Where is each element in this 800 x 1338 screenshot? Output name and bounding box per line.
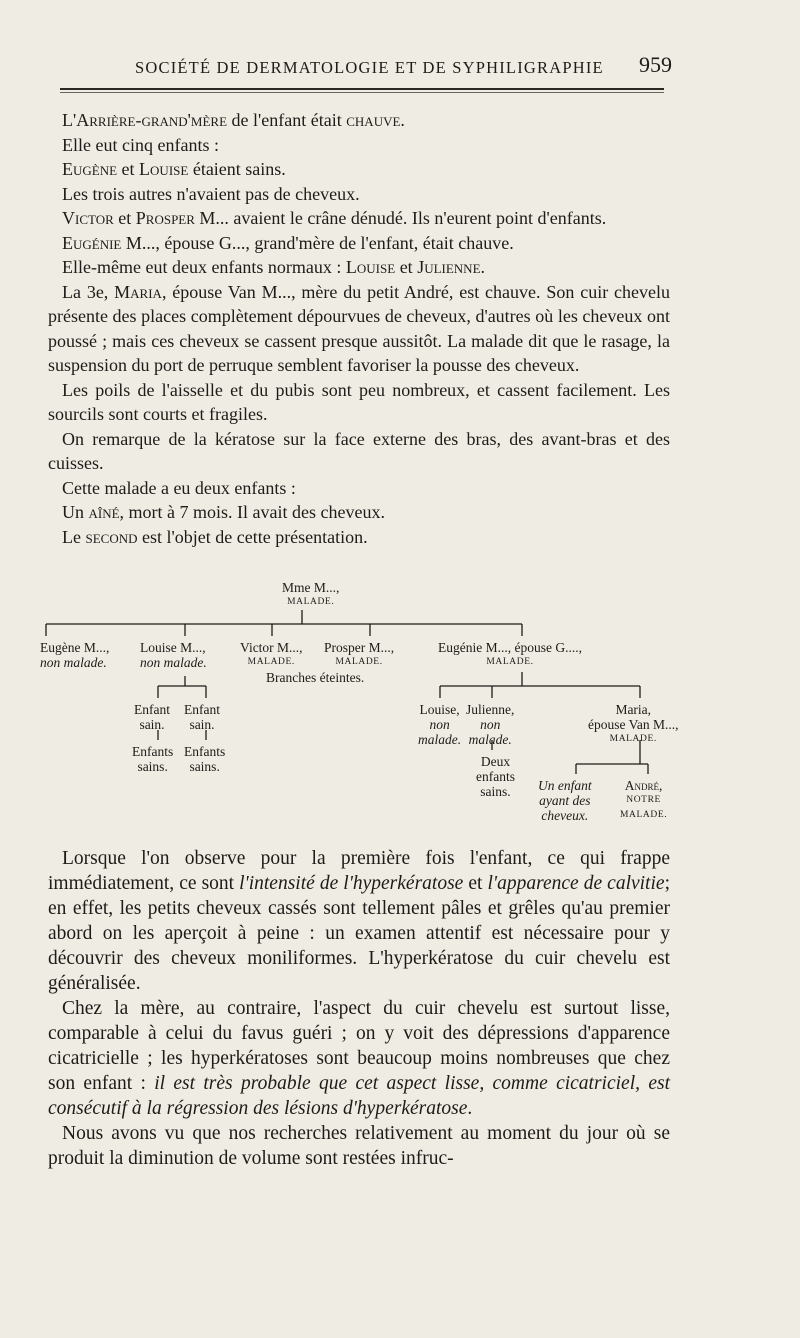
- running-head: SOCIÉTÉ DE DERMATOLOGIE ET DE SYPHILIGRAPHIE: [135, 58, 604, 77]
- text-run: Eugène: [62, 159, 118, 179]
- text-run: .: [400, 110, 405, 130]
- text-run: Julienne: [417, 257, 481, 277]
- text-run: M... avaient le crâne dénudé. Ils n'eurent point d'enfants.: [194, 208, 607, 228]
- text-run: Chez la mère, au contraire, l'aspect du cuir chevelu est surtout lisse, comparable à celui du favus guéri ; on y voit des dépressions d'apparence cicatricielle ; les hyperkératoses sont beaucoup moins nombreuses que chez son enfant :: [48, 998, 670, 1094]
- tree-node-eugene: Eugène M..., non malade.: [40, 640, 110, 670]
- tree-node-enfants-1: Enfants sains.: [132, 744, 174, 774]
- text-run: Eugénie: [62, 232, 122, 253]
- text-run: second: [85, 526, 138, 547]
- tree-node-enfant-1: Enfant sain.: [134, 702, 170, 732]
- paragraph: [48, 996, 670, 1121]
- text-run: aîné: [88, 502, 120, 522]
- header-rule-thin: [60, 92, 664, 93]
- text-run: Maria: [114, 281, 162, 302]
- text-run: .: [467, 1098, 473, 1119]
- paragraph: Nous avons vu que nos recherches relativement au moment du jour où se produit la diminution de volume sont restées infruc-: [48, 1123, 670, 1169]
- text-run: L'Arrière-grand'mère: [62, 110, 228, 130]
- text-run: , épouse Van M..., mère du petit André, est chauve. Son cuir chevelu présente des places complètement dépourvues de cheveux, d'autres où les cheveux ont poussé ; mais ces cheveux se cassent presque aussitôt. La malade dit que le rasage, la suspension du port de perruque semblent favoriser la pousse des cheveux.: [48, 281, 670, 375]
- text-run: l'intensité de l'hyperkératose: [239, 873, 464, 894]
- text-run: Louise: [345, 257, 396, 277]
- text-run: et: [117, 159, 140, 179]
- text-run: M..., épouse G..., grand'mère de l'enfant, était chauve.: [121, 232, 514, 253]
- text-run: chauve: [346, 110, 401, 130]
- tree-node-prosper: Prosper M..., MALADE.: [324, 640, 395, 667]
- tree-node-andre: André, NOTRE MALADE.: [620, 778, 668, 820]
- text-run: de l'enfant était: [227, 110, 347, 130]
- text-run: .: [480, 257, 486, 277]
- header-rule: [60, 88, 664, 90]
- tree-node-enfants-2: Enfants sains.: [184, 744, 226, 774]
- text-run: , mort à 7 mois. Il avait des cheveux.: [119, 502, 385, 522]
- text-run: Victor: [62, 208, 114, 228]
- tree-branches-label: Branches éteintes.: [266, 670, 365, 685]
- text-run: il est très probable que cet aspect lisse, comme cicatriciel, est consécutif à la régression des lésions d'hyperkératose: [48, 1073, 670, 1119]
- paragraph: Les trois autres n'avaient pas de cheveux.: [62, 183, 360, 204]
- paragraph: [48, 525, 670, 550]
- paragraph: [48, 206, 670, 231]
- paragraph: [48, 157, 670, 182]
- tree-node-deux-enfants: Deux enfants sains.: [476, 754, 515, 799]
- tree-node-louise-2: Louise, non malade.: [418, 702, 462, 747]
- text-run: et: [463, 873, 488, 894]
- tree-node-root: Mme M..., MALADE.: [282, 580, 340, 607]
- tree-node-enfant-2: Enfant sain.: [184, 702, 220, 732]
- tree-node-julienne: Julienne, non malade.: [466, 702, 515, 747]
- paragraph: Les poils de l'aisselle et du pubis sont peu nombreux, et cassent facilement. Les sourcils sont courts et fragiles.: [48, 379, 670, 424]
- text-run: Prosper: [135, 208, 195, 228]
- paragraph: [48, 280, 670, 378]
- text-run: Le: [62, 526, 86, 547]
- paragraph: On remarque de la kératose sur la face externe des bras, des avant-bras et des cuisses.: [48, 428, 670, 473]
- family-tree: [40, 572, 680, 832]
- text-run: est l'objet de cette présentation.: [137, 526, 368, 547]
- text-run: Lorsque l'on observe pour la première fois l'enfant, ce qui frappe immédiatement, ce sont: [48, 848, 670, 894]
- text-run: ; en effet, les petits cheveux cassés sont tellement pâles et grêles qu'au premier abord on les aperçoit à peine : un examen attentif est nécessaire pour y découvrir des cheveux moniliformes. L'hyperkératose du cuir chevelu est généralisée.: [48, 873, 670, 994]
- text-run: La 3e,: [62, 281, 115, 302]
- text-run: et: [113, 208, 136, 228]
- paragraph: Cette malade a eu deux enfants :: [62, 477, 296, 498]
- tree-node-louise: Louise M..., non malade.: [140, 640, 207, 670]
- text-run: étaient sains.: [188, 159, 286, 179]
- page-header: [60, 52, 672, 82]
- text-run: et: [395, 257, 418, 277]
- tree-node-victor: Victor M..., MALADE.: [240, 640, 303, 667]
- body-text-bottom: [48, 846, 670, 1171]
- paragraph: [48, 846, 670, 996]
- tree-node-un-enfant: Un enfant ayant des cheveux.: [538, 778, 592, 823]
- text-run: Louise: [139, 159, 189, 179]
- paragraph: [48, 500, 670, 525]
- text-run: Un: [62, 502, 89, 522]
- paragraph: [48, 255, 670, 280]
- page-number: 959: [639, 52, 672, 77]
- body-text-top: [48, 108, 670, 549]
- text-run: Elle-même eut deux enfants normaux :: [62, 257, 346, 277]
- text-run: l'apparence de calvitie: [487, 873, 665, 894]
- tree-node-eugenie: Eugénie M..., épouse G...., MALADE.: [438, 640, 582, 667]
- paragraph: [48, 108, 670, 133]
- paragraph: [48, 231, 670, 256]
- paragraph: Elle eut cinq enfants :: [62, 134, 219, 155]
- tree-node-maria: Maria, épouse Van M..., MALADE.: [588, 702, 679, 744]
